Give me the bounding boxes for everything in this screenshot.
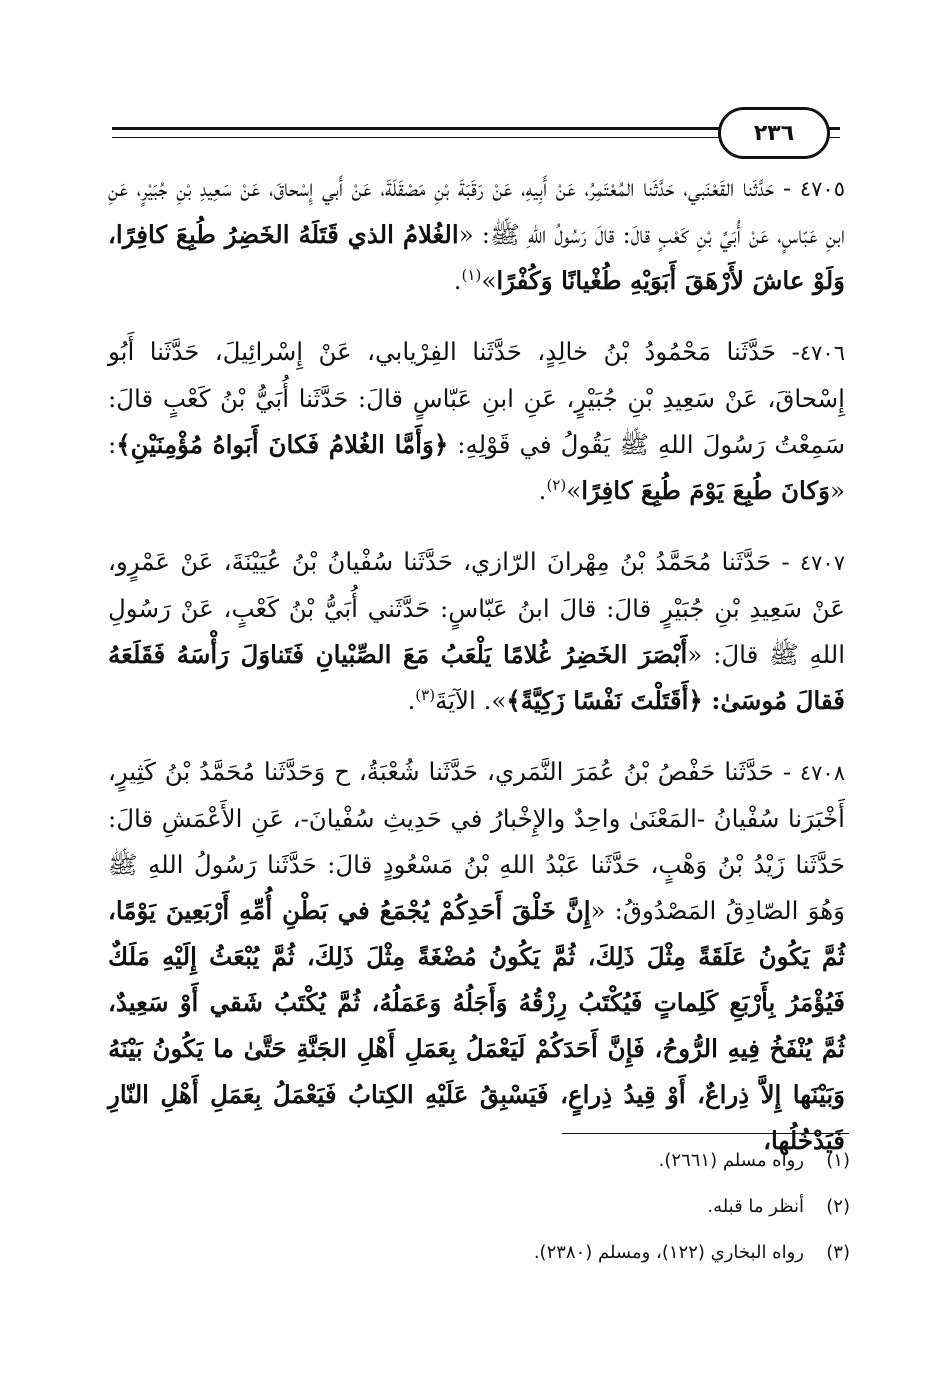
period: . xyxy=(407,686,416,715)
main-text xyxy=(108,165,845,1164)
hadith-4708 xyxy=(108,749,845,1164)
footnote-text: رواه البخاري (١٢٢)، ومسلم (٢٣٨٠). xyxy=(533,1242,804,1263)
separator: - xyxy=(776,337,800,366)
isnad: حَدَّثَنا مُحَمَّدُ بْنُ مِهْرانَ الرّازي، حَدَّثَنا سُفْيانُ بْنُ عُيَيْنَةَ، عَنْ عَمْرٍو، عَنْ سَعِيدِ بْنِ جُبَيْرٍ قالَ: قالَ ابنُ عَبّاسٍ: حَدَّثَني أُبَيُّ بْنُ كَعْبٍ، عَنْ رَسُولِ اللهِ ﷺ قالَ: « xyxy=(108,547,845,669)
isnad: حَدَّثَنا مَحْمُودُ بْنُ خالِدٍ، حَدَّثَنا الفِرْيابي، عَنْ إِسْرائِيلَ، حَدَّثَنا أَبُو إِسْحاقَ، عَنْ سَعِيدِ بْنِ جُبَيْرٍ، عَنِ ابنِ عَبّاسٍ قالَ: حَدَّثَنا أُبَيُّ بْنُ كَعْبٍ قالَ: سَمِعْتُ رَسُولَ اللهِ ﷺ يَقُولُ في قَوْلِهِ: xyxy=(108,337,845,459)
matn: الغُلامُ الذي قَتَلَهُ الخَضِرُ طُبِعَ كافِرًا، وَلَوْ عاشَ لأَرْهَقَ أَبَوَيْهِ طُغْيانًا وَكُفْرًا xyxy=(108,220,845,295)
hadith-number: ٤٧٠٨ xyxy=(799,761,845,785)
close-quote: » xyxy=(566,476,582,505)
footnote-text: أنظر ما قبله. xyxy=(707,1196,804,1217)
hadith-4705 xyxy=(108,165,845,304)
hadith-4706 xyxy=(108,329,845,514)
separator: - xyxy=(773,757,800,786)
page-number-badge xyxy=(718,107,830,159)
quran-verse: ﴿أَقَتَلْتَ نَفْسًا زَكِيَّةً﴾ xyxy=(506,686,703,715)
hadith-number: ٤٧٠٧ xyxy=(799,551,845,575)
footnote-text: رواه مسلم (٢٦٦١). xyxy=(658,1150,804,1171)
footnote-ref: (٣) xyxy=(415,685,436,704)
footnote-number: (٣) xyxy=(826,1242,850,1263)
close-quote: ». الآيَةَ xyxy=(435,686,507,715)
footnote-separator xyxy=(562,1133,849,1134)
period: . xyxy=(538,476,547,505)
quran-verse: ﴿وَأَمَّا الغُلامُ فَكانَ أَبَواهُ مُؤْمِنَيْنِ﴾ xyxy=(116,430,449,459)
hadith-number: ٤٧٠٦ xyxy=(799,341,845,365)
period: . xyxy=(453,266,462,295)
hadith-4707 xyxy=(108,539,845,724)
footnote-ref: (٢) xyxy=(546,475,567,494)
footnote-number: (٢) xyxy=(826,1196,850,1217)
matn: إِنَّ خَلْقَ أَحَدِكُمْ يُجْمَعُ في بَطْنِ أُمِّهِ أَرْبَعِينَ يَوْمًا، ثُمَّ يَكُونُ عَلَقَةً مِثْلَ ذَلِكَ، ثُمَّ يَكُونُ مُضْغَةً مِثْلَ ذَلِكَ، ثُمَّ يُبْعَثُ إِلَيْهِ مَلَكٌ فَيُؤْمَرُ بِأَرْبَعِ كَلِماتٍ فَيُكْتَبُ رِزْقُهُ وَأَجَلُهُ وَعَمَلُهُ، ثُمَّ يُكْتَبُ شَقي أَوْ سَعِيدٌ، ثُمَّ يُنْفَخُ فِيهِ الرُّوحُ، فَإِنَّ أَحَدَكُمْ لَيَعْمَلُ بِعَمَلِ أَهْلِ الجَنَّةِ حَتَّىٰ ما يَكُونُ بَيْنَهُ وَبَيْنَها إِلاَّ ذِراعٌ، أَوْ قِيدُ ذِراعٍ، فَيَسْبِقُ عَلَيْهِ الكِتابُ فَيَعْمَلُ بِعَمَلِ أَهْلِ النّارِ فَيَدْخُلُها، xyxy=(108,896,845,1155)
hadith-number: ٤٧٠٥ xyxy=(799,177,845,201)
separator: - xyxy=(771,547,800,576)
footnote-3 xyxy=(250,1240,850,1266)
mid-text: : « xyxy=(108,430,845,505)
footnote-1 xyxy=(250,1148,850,1174)
footnote-number: (١) xyxy=(826,1150,850,1171)
footnote-ref: (١) xyxy=(461,265,482,284)
separator: - xyxy=(774,173,800,202)
isnad: حَدَّثَنا حَفْصُ بْنُ عُمَرَ النَّمَري، حَدَّثَنا شُعْبَةُ، ح وَحَدَّثَنا مُحَمَّدُ بْنُ كَثِيرٍ، أَخْبَرَنا سُفْيانُ -المَعْنَىٰ واحِدٌ والإِخْبارُ في حَدِيثِ سُفْيانَ-، عَنِ الأَعْمَشِ قالَ: حَدَّثَنا زَيْدُ بْنُ وَهْبٍ، حَدَّثَنا عَبْدُ اللهِ بْنُ مَسْعُودٍ قالَ: حَدَّثَنا رَسُولُ اللهِ ﷺ وَهُوَ الصّادِقُ المَصْدُوقُ: « xyxy=(108,757,845,925)
footnote-2 xyxy=(250,1194,850,1220)
footnotes xyxy=(250,1148,850,1286)
page-number: ٢٣٦ xyxy=(753,120,795,146)
matn: أَبْصَرَ الخَضِرُ غُلامًا يَلْعَبُ مَعَ الصِّبْيانِ فَتَناوَلَ رَأْسَهُ فَقَلَعَهُ فَقالَ مُوسَىٰ: xyxy=(108,640,845,715)
isnad: حَدَّثَنا القَعْنَبي، حَدَّثَنا المُعْتَمِرُ، عَنْ أَبِيهِ، عَنْ رَقَبَةَ بْنِ مَصْقَلَةَ، عَنْ أَبي إِسْحاقَ، عَنْ سَعِيدِ بْنِ جُبَيْرٍ، عَنِ ابنِ عَبّاسٍ، عَنْ أُبَيِّ بْنِ كَعْبٍ قالَ: قالَ رَسُولُ اللهِ ﷺ: « xyxy=(108,173,845,249)
close-quote: » xyxy=(481,266,497,295)
matn: وَكانَ طُبِعَ يَوْمَ طُبِعَ كافِرًا xyxy=(581,476,830,505)
